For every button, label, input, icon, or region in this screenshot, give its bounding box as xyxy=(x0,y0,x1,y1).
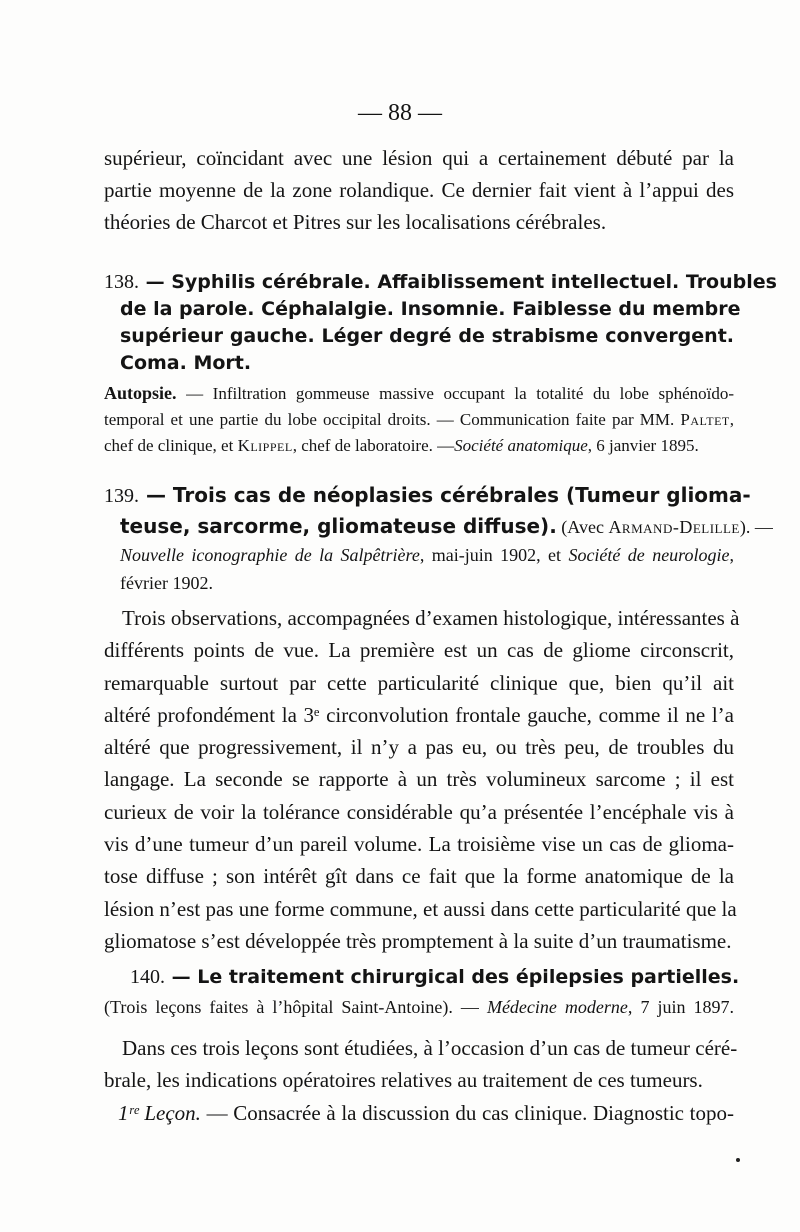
entry-139-description xyxy=(104,602,740,957)
publication-date: , 6 janvier 1895. xyxy=(587,436,699,455)
title-line: teuse, sarcorme, gliomateuse diffuse). xyxy=(120,514,557,538)
lecture-note: (Trois leçons faites à l’hôpital Saint-Antoine). — xyxy=(104,997,487,1017)
entry-138-autopsy xyxy=(104,380,734,459)
paragraph-line: altéré que progressivement, il n’y a pas eu, ou très peu, de troubles du xyxy=(104,735,734,760)
title-line: — Le traitement chirurgical des épilepsies partielles. xyxy=(171,966,740,988)
paragraph-line: Trois observations, accompagnées d’examen histologique, intéressantes à xyxy=(122,606,740,630)
autopsy-text: — Infiltration gommeuse massive occupant la totalité du lobe sphénoïdo- xyxy=(176,384,734,403)
paragraph-line: gliomatose s’est développée très promptement à la suite d’un traumatisme. xyxy=(104,928,732,953)
author-name: Klippel xyxy=(237,436,293,455)
continuation-paragraph xyxy=(104,142,734,238)
journal-name: Médecine moderne xyxy=(486,997,628,1017)
entry-140-description xyxy=(104,1032,738,1129)
paragraph-line: altéré profondément la 3ᵉ circonvolution frontale gauche, comme il ne l’a xyxy=(104,702,734,727)
paragraph-line: curieux de voir la tolérance considérable qu’a présentée l’encéphale vis à xyxy=(104,799,734,824)
autopsy-label: Autopsie. xyxy=(104,383,177,403)
paragraph-line: brale, les indications opératoires relatives au traitement de ces tumeurs. xyxy=(104,1068,703,1093)
journal-name: Société anatomique xyxy=(454,436,588,455)
title-line: Coma. Mort. xyxy=(120,352,252,374)
entry-number: 138. xyxy=(104,271,139,293)
paragraph-line: vis d’une tumeur d’un pareil volume. La troisième vise un cas de glioma- xyxy=(104,832,734,857)
journal-name: Société de neurologie xyxy=(568,545,730,565)
lesson-label: 1ʳᵉ Leçon. xyxy=(118,1100,201,1125)
paragraph-line: supérieur, coïncidant avec une lésion qui a certainement débuté par la xyxy=(104,146,734,170)
title-line: supérieur gauche. Léger degré de strabisme convergent. xyxy=(120,325,734,347)
ink-speck xyxy=(736,1158,740,1162)
title-line: de la parole. Céphalalgie. Insomnie. Faiblesse du membre xyxy=(120,298,741,320)
paragraph-line: différents points de vue. La première est un cas de gliome circonscrit, xyxy=(104,638,734,663)
autopsy-text: , chef de laboratoire. — xyxy=(292,436,455,455)
collaboration-text: (Avec xyxy=(556,517,609,537)
entry-number: 140. xyxy=(130,966,165,988)
entry-number: 139. xyxy=(104,485,139,507)
paragraph-line: — Consacrée à la discussion du cas clinique. Diagnostic topo- xyxy=(200,1100,734,1125)
entry-139 xyxy=(104,480,773,597)
paragraph-line: tose diffuse ; son intérêt gît dans ce fait que la forme anatomique de la xyxy=(104,864,734,889)
paragraph-line: partie moyenne de la zone rolandique. Ce dernier fait vient à l’appui des xyxy=(104,178,734,202)
journal-name: Nouvelle iconographie de la Salpêtrière xyxy=(120,545,420,565)
entry-138-title xyxy=(104,269,777,377)
author-name: Paltet xyxy=(680,410,730,429)
paragraph-line: lésion n’est pas une forme commune, et aussi dans cette particularité que la xyxy=(104,896,737,921)
publication-date: , 7 juin 1897. xyxy=(627,997,734,1017)
autopsy-text: , xyxy=(729,410,734,429)
entry-140 xyxy=(104,962,740,1022)
title-line: — Trois cas de néoplasies cérébrales (Tumeur glioma- xyxy=(145,483,751,507)
autopsy-text: chef de clinique, et xyxy=(104,436,238,455)
paragraph-line: remarquable surtout par cette particularité clinique que, bien qu’il ait xyxy=(104,670,734,695)
author-name: Armand-Delille xyxy=(608,517,740,537)
page-number: — 88 — xyxy=(358,100,442,126)
title-line: — Syphilis cérébrale. Affaiblissement intellectuel. Troubles xyxy=(145,271,777,293)
paragraph-line: théories de Charcot et Pitres sur les localisations cérébrales. xyxy=(104,210,607,234)
autopsy-text: temporal et une partie du lobe occipital droits. — Communication faite par MM. xyxy=(104,410,681,429)
paragraph-line: langage. La seconde se rapporte à un très volumineux sarcome ; il est xyxy=(104,767,734,792)
paragraph-line: Dans ces trois leçons sont étudiées, à l’occasion d’un cas de tumeur céré- xyxy=(122,1036,738,1060)
collaboration-text: ). — xyxy=(739,517,773,537)
publication-date: février 1902. xyxy=(120,573,213,593)
publication-date: , mai-juin 1902, et xyxy=(419,545,569,565)
publication-date: , xyxy=(729,545,735,565)
